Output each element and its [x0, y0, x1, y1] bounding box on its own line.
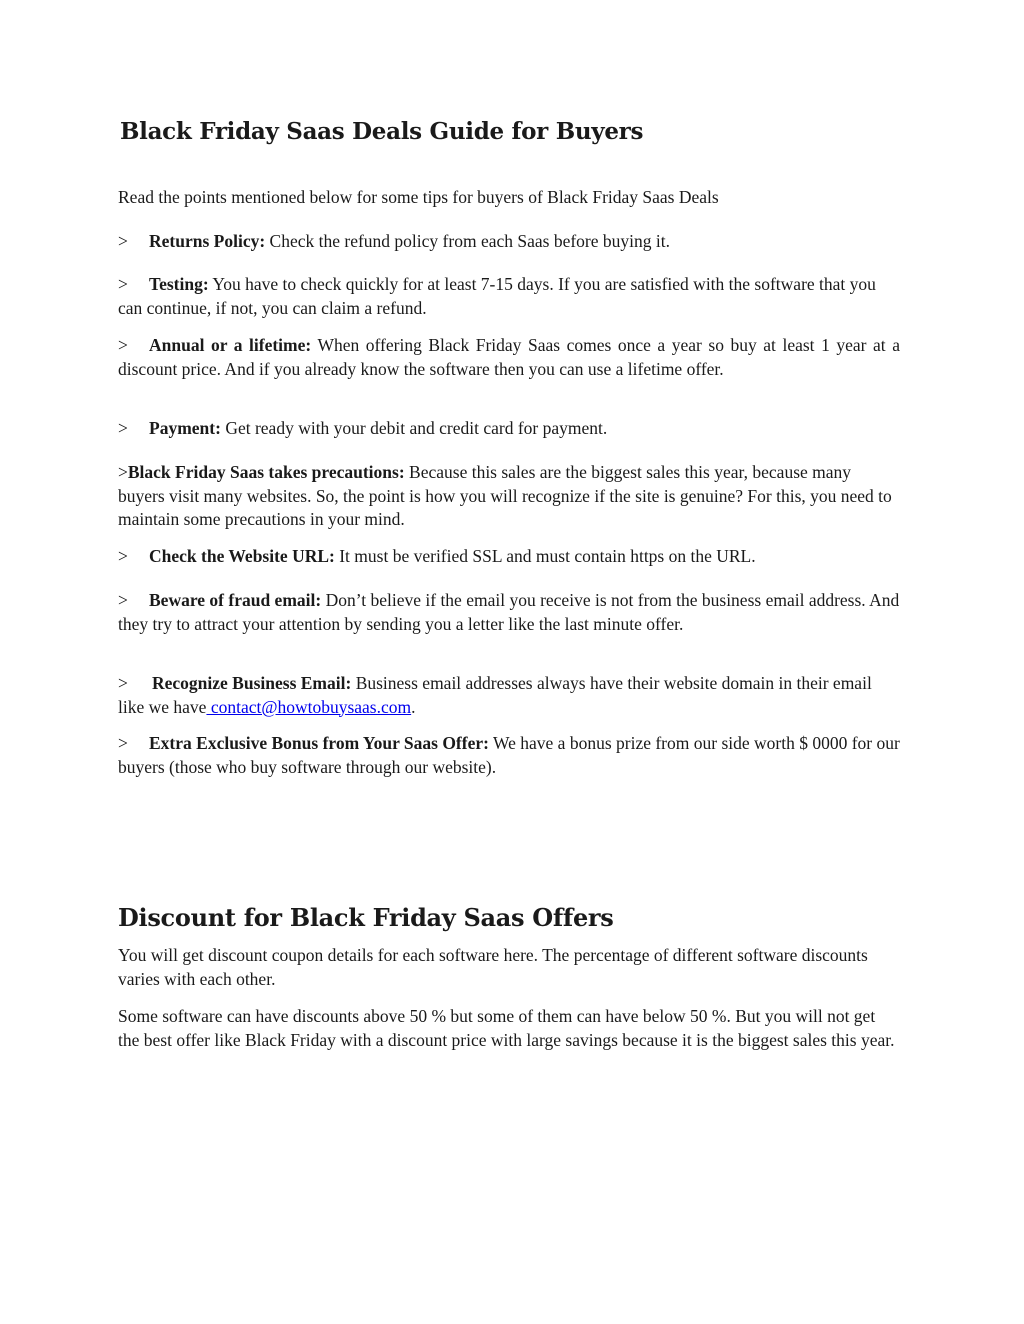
- contact-email-link[interactable]: contact@howtobuysaas.com: [206, 696, 412, 717]
- tip-text: You have to check quickly for at least 7-15 days. If you are satisfied with the software that you can continue, if not, you can claim a refund.: [118, 274, 876, 318]
- tip-text: When offering Black Friday Saas comes once a year so buy at least 1 year at a discount price. And if you already know the software then you can use a lifetime offer.: [118, 335, 900, 379]
- bullet-marker: >: [118, 546, 128, 566]
- tip-term: Black Friday Saas takes precautions:: [127, 462, 405, 482]
- tip-term: Check the Website URL:: [149, 546, 335, 566]
- tip-testing: [118, 273, 900, 320]
- tip-term: Annual or a lifetime:: [149, 335, 312, 355]
- bullet-marker: >: [118, 418, 128, 438]
- guide-title: Black Friday Saas Deals Guide for Buyers: [120, 118, 644, 145]
- tip-text: Business email addresses always have their website domain in their email like we have: [118, 673, 872, 717]
- tip-text: Get ready with your debit and credit card for payment.: [220, 418, 608, 438]
- tip-term: Returns Policy:: [149, 231, 266, 251]
- tip-payment: [118, 417, 900, 441]
- bullet-marker: >: [118, 733, 128, 753]
- tip-check-url: [118, 545, 900, 569]
- tip-annual-lifetime: [118, 334, 900, 381]
- tip-fraud-email: [118, 589, 900, 636]
- tip-business-email: [118, 672, 900, 719]
- tip-term: Payment:: [149, 418, 221, 438]
- tip-text: Don’t believe if the email you receive is not from the business email address. And they try to attract your attention by sending you a letter like the last minute offer.: [118, 590, 900, 634]
- tip-text: Check the refund policy from each Saas before buying it.: [265, 231, 670, 251]
- guide-intro: Read the points mentioned below for some tips for buyers of Black Friday Saas Deals: [118, 187, 719, 207]
- discount-paragraph: Some software can have discounts above 50 % but some of them can have below 50 %. But you will not get the best offer like Black Friday with a discount price with large savings because it is the biggest sales this year.: [118, 1006, 895, 1050]
- bullet-marker: >: [118, 335, 128, 355]
- tip-text: Because this sales are the biggest sales this year, because many buyers visit many websites. So, the point is how you will recognize if the site is genuine? For this, you need to maintain some precautions in your mind.: [118, 462, 892, 529]
- tip-precautions: [118, 461, 900, 532]
- tip-returns-policy: [118, 230, 900, 254]
- discount-paragraph: You will get discount coupon details for each software here. The percentage of different software discounts varies with each other.: [118, 945, 868, 989]
- bullet-marker: >: [118, 274, 128, 294]
- tip-term: Beware of fraud email:: [149, 590, 322, 610]
- bullet-marker: >: [118, 462, 128, 482]
- tip-term: Testing:: [149, 274, 209, 294]
- bullet-marker: >: [118, 231, 128, 251]
- tip-term: Recognize Business Email:: [152, 673, 352, 693]
- tip-text-end: .: [411, 696, 416, 717]
- tip-text: We have a bonus prize from our side worth $ 0000 for our buyers (those who buy software through our website).: [118, 733, 900, 777]
- bullet-marker: >: [118, 673, 128, 693]
- tip-text: It must be verified SSL and must contain https on the URL.: [334, 546, 756, 566]
- tip-bonus: [118, 732, 900, 779]
- discount-title: Discount for Black Friday Saas Offers: [118, 903, 614, 932]
- tip-term: Extra Exclusive Bonus from Your Saas Offer:: [149, 733, 489, 753]
- bullet-marker: >: [118, 590, 128, 610]
